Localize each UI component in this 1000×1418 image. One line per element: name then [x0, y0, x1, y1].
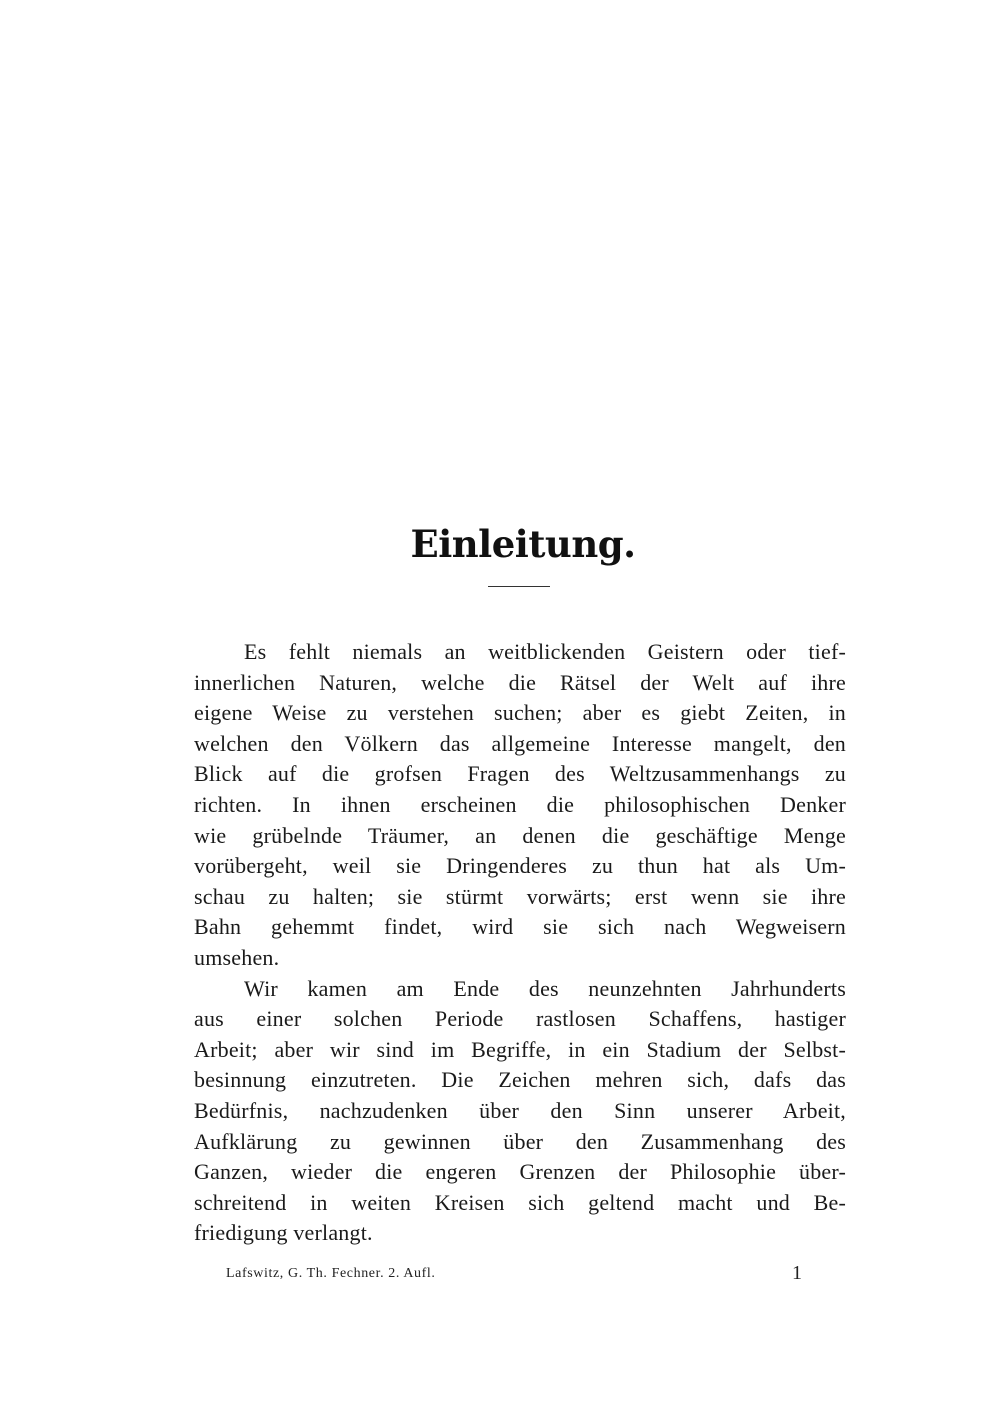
- text-line: Es fehlt niemals an weitblickenden Geistern oder tief-: [244, 639, 846, 664]
- footer-signature: Lafswitz, G. Th. Fechner. 2. Aufl.: [226, 1266, 436, 1281]
- text-line: welchen den Völkern das allgemeine Interesse mangelt, den: [194, 730, 846, 756]
- text-line: aus einer solchen Periode rastlosen Schaffens, hastiger: [194, 1006, 846, 1032]
- body-text: [194, 637, 846, 1249]
- text-line: eigene Weise zu verstehen suchen; aber es giebt Zeiten, in: [194, 700, 846, 726]
- text-line: Bahn gehemmt findet, wird sie sich nach Wegweisern: [194, 914, 846, 940]
- paragraph-2: [194, 974, 846, 1249]
- text-line: schau zu halten; sie stürmt vorwärts; erst wenn sie ihre: [194, 883, 846, 909]
- text-line: Aufklärung zu gewinnen über den Zusammenhang des: [194, 1128, 846, 1154]
- text-line: vorübergeht, weil sie Dringenderes zu thun hat als Um-: [194, 853, 846, 879]
- text-line: innerlichen Naturen, welche die Rätsel der Welt auf ihre: [194, 669, 846, 695]
- page-title: Einleitung.: [410, 521, 636, 566]
- page-number: 1: [792, 1262, 802, 1284]
- text-line: Blick auf die grofsen Fragen des Weltzusammenhangs zu: [194, 761, 846, 787]
- text-line: wie grübelnde Träumer, an denen die geschäftige Menge: [194, 822, 846, 848]
- title-divider: [488, 586, 550, 587]
- text-line: Wir kamen am Ende des neunzehnten Jahrhunderts: [244, 975, 846, 1001]
- paragraph-1: [194, 637, 846, 974]
- text-line: umsehen.: [194, 944, 280, 970]
- text-line: schreitend in weiten Kreisen sich geltend macht und Be-: [194, 1189, 846, 1215]
- text-line: Arbeit; aber wir sind im Begriffe, in ein Stadium der Selbst-: [194, 1036, 846, 1062]
- text-line: Ganzen, wieder die engeren Grenzen der Philosophie über-: [194, 1159, 846, 1185]
- text-line: besinnung einzutreten. Die Zeichen mehren sich, dafs das: [194, 1067, 846, 1093]
- text-line: Bedürfnis, nachzudenken über den Sinn unserer Arbeit,: [194, 1097, 846, 1123]
- text-line: friedigung verlangt.: [194, 1220, 373, 1246]
- text-line: richten. In ihnen erscheinen die philosophischen Denker: [194, 791, 846, 817]
